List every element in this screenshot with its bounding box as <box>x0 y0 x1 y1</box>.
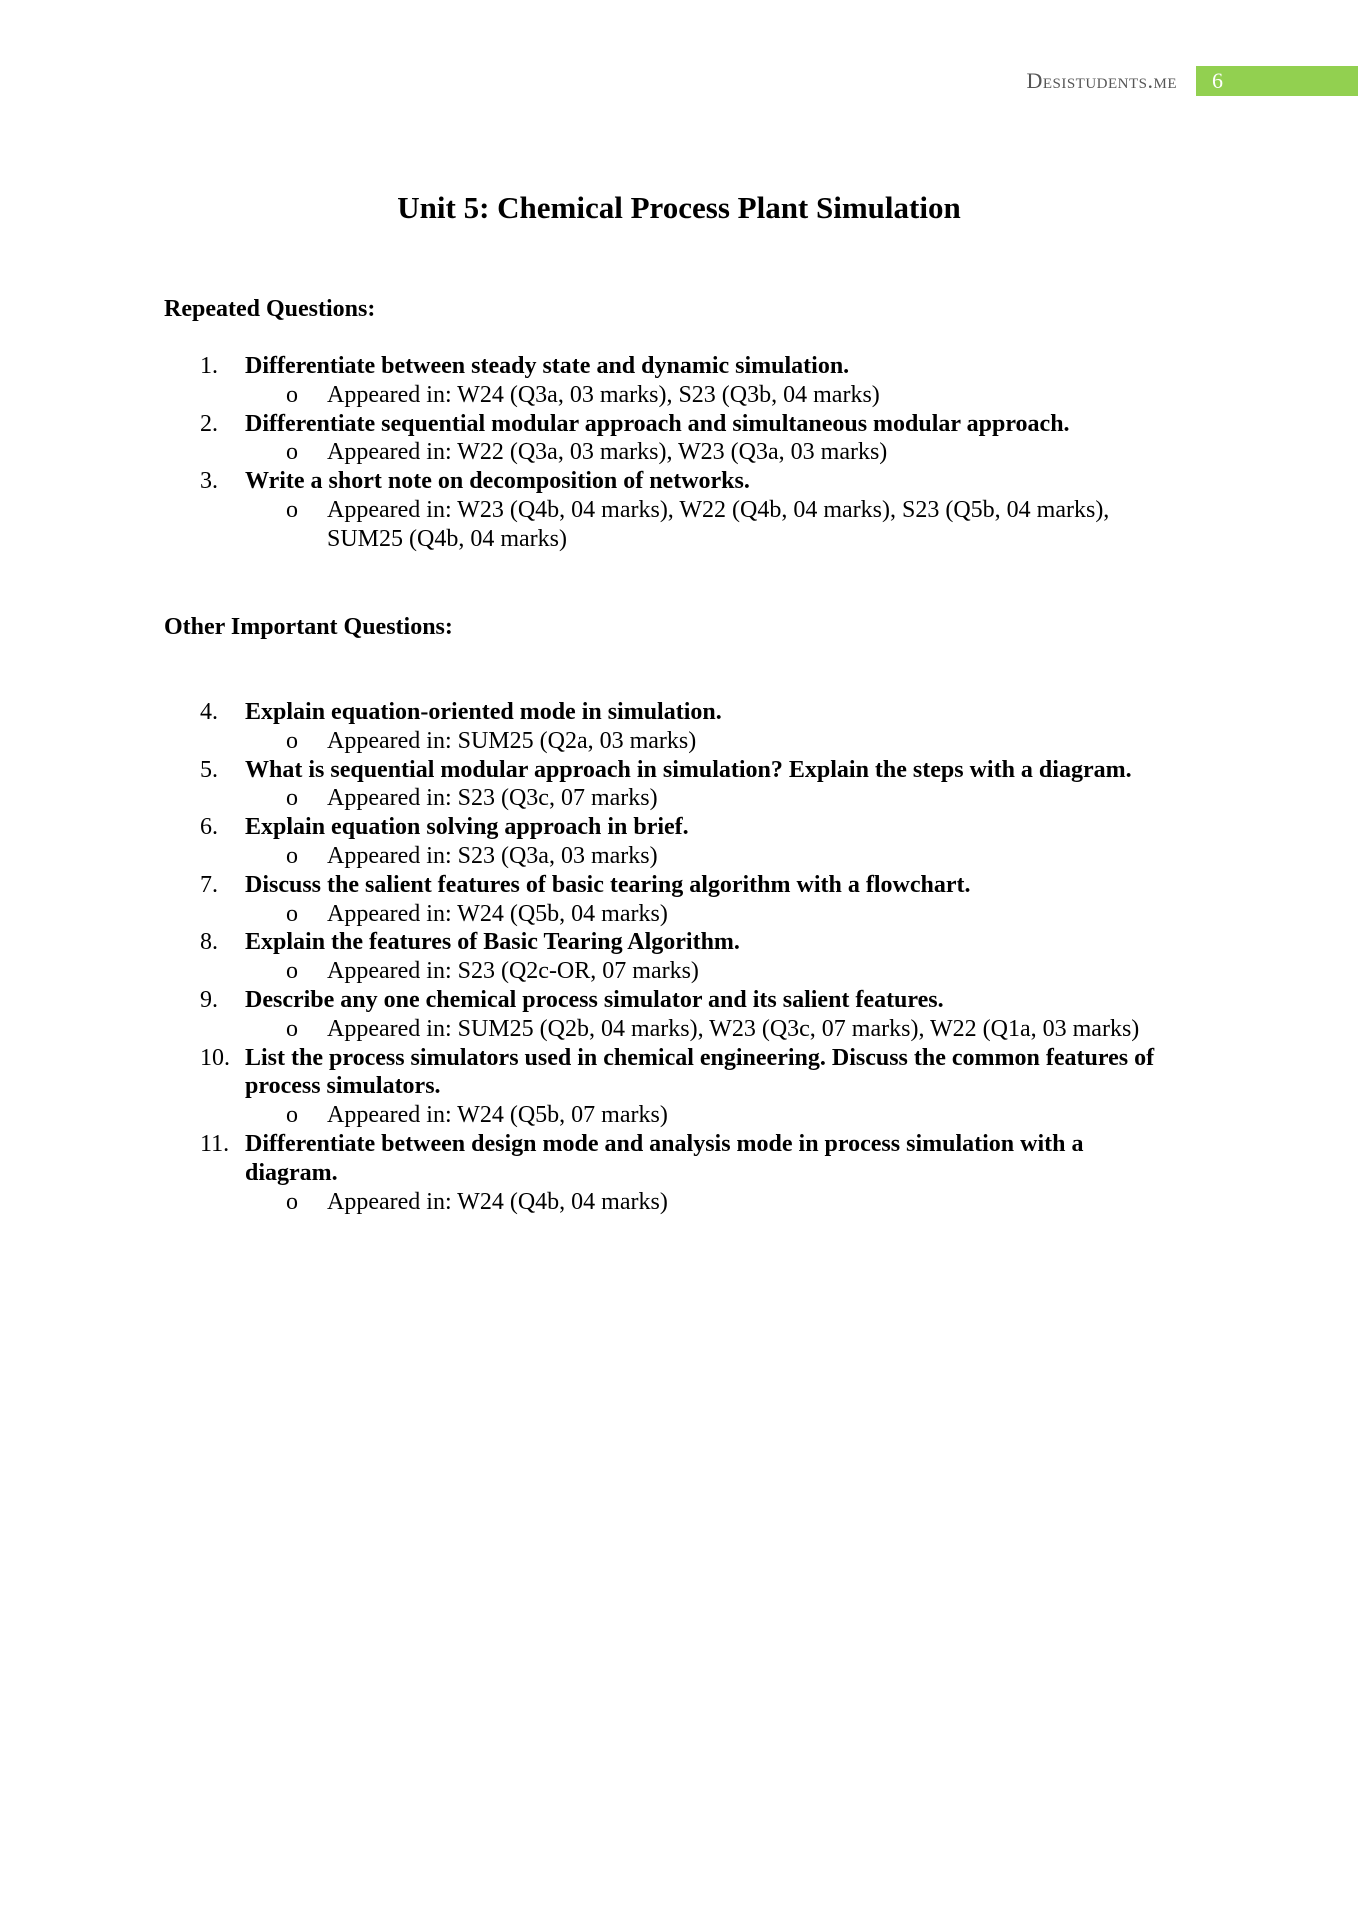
question-number: 7. <box>200 871 218 898</box>
question-row <box>0 986 1358 1015</box>
question-text: Differentiate between steady state and dynamic simulation. <box>245 353 850 379</box>
question-number: 5. <box>200 756 218 783</box>
bullet-icon: o <box>286 785 298 812</box>
appeared-in-text: Appeared in: SUM25 (Q2b, 04 marks), W23 (Q3c, 07 marks), W22 (Q1a, 03 marks) <box>327 1015 1140 1042</box>
question-number: 6. <box>200 814 218 841</box>
bullet-icon: o <box>286 381 298 408</box>
page-number-badge <box>1193 66 1358 96</box>
question-number: 9. <box>200 986 218 1013</box>
bullet-icon: o <box>286 439 298 466</box>
bullet-icon: o <box>286 727 298 754</box>
bullet-icon: o <box>286 900 298 927</box>
appeared-in-text: Appeared in: W24 (Q5b, 07 marks) <box>327 1102 668 1129</box>
section-heading-repeated: Repeated Questions: <box>164 296 376 322</box>
question-row <box>0 1130 1358 1188</box>
question-item <box>0 928 1358 986</box>
appeared-in-text: Appeared in: W23 (Q4b, 04 marks), W22 (Q4b, 04 marks), S23 (Q5b, 04 marks), SUM25 (Q4b, 04 marks) <box>327 496 1110 552</box>
page-number: 6 <box>1212 68 1223 93</box>
question-item <box>0 1044 1358 1130</box>
question-text: List the process simulators used in chemical engineering. Discuss the common features of process simulators. <box>245 1044 1155 1100</box>
appeared-in-row <box>0 842 1358 871</box>
bullet-icon: o <box>286 958 298 985</box>
question-text: Write a short note on decomposition of networks. <box>245 468 750 495</box>
page-title: Unit 5: Chemical Process Plant Simulation <box>397 190 961 225</box>
question-row <box>0 813 1358 842</box>
appeared-in-row <box>0 1015 1358 1044</box>
appeared-in-row <box>0 727 1358 756</box>
bullet-icon: o <box>286 1188 298 1215</box>
question-number: 1. <box>200 353 218 379</box>
appeared-in-text: Appeared in: W24 (Q3a, 03 marks), S23 (Q3b, 04 marks) <box>327 381 880 408</box>
question-text: Discuss the salient features of basic tearing algorithm with a flowchart. <box>245 871 971 898</box>
question-item <box>0 352 1358 410</box>
question-number: 11. <box>200 1130 230 1157</box>
page-header <box>1026 66 1358 96</box>
question-item <box>0 871 1358 929</box>
question-row <box>0 1044 1358 1102</box>
appeared-in-text: Appeared in: SUM25 (Q2a, 03 marks) <box>327 727 697 754</box>
site-name: Desistudents.me <box>1026 68 1177 93</box>
appeared-in-text: Appeared in: W24 (Q5b, 04 marks) <box>327 900 668 927</box>
question-number: 8. <box>200 929 218 956</box>
appeared-in-text: Appeared in: S23 (Q3c, 07 marks) <box>327 785 658 812</box>
question-item <box>0 467 1358 553</box>
question-number: 10. <box>200 1044 230 1071</box>
question-row <box>0 352 1358 381</box>
appeared-in-row <box>0 784 1358 813</box>
bullet-icon: o <box>286 842 298 869</box>
bullet-icon: o <box>286 496 298 523</box>
appeared-in-row <box>0 381 1358 410</box>
question-item <box>0 756 1358 814</box>
question-item <box>0 698 1358 756</box>
question-number: 2. <box>200 410 218 437</box>
section-heading-other: Other Important Questions: <box>164 614 453 640</box>
question-text: What is sequential modular approach in simulation? Explain the steps with a diagram. <box>245 756 1132 783</box>
appeared-in-row <box>0 438 1358 467</box>
question-item <box>0 1130 1358 1216</box>
other-questions-list <box>0 698 1358 1216</box>
appeared-in-text: Appeared in: S23 (Q2c-OR, 07 marks) <box>327 958 699 985</box>
bullet-icon: o <box>286 1102 298 1129</box>
question-item <box>0 986 1358 1044</box>
question-row <box>0 871 1358 900</box>
question-item <box>0 410 1358 468</box>
repeated-questions-list <box>0 352 1358 554</box>
appeared-in-text: Appeared in: W24 (Q4b, 04 marks) <box>327 1188 668 1215</box>
appeared-in-text: Appeared in: W22 (Q3a, 03 marks), W23 (Q3a, 03 marks) <box>327 439 888 466</box>
question-row <box>0 467 1358 496</box>
appeared-in-row <box>0 1101 1358 1130</box>
question-row <box>0 928 1358 957</box>
question-text: Explain equation solving approach in brief. <box>245 814 689 841</box>
appeared-in-row <box>0 1188 1358 1217</box>
question-item <box>0 813 1358 871</box>
question-number: 3. <box>200 468 218 495</box>
question-text: Explain the features of Basic Tearing Algorithm. <box>245 929 740 956</box>
appeared-in-row <box>0 496 1358 554</box>
question-text: Describe any one chemical process simulator and its salient features. <box>245 986 944 1013</box>
question-text: Differentiate between design mode and analysis mode in process simulation with a diagram. <box>245 1130 1084 1186</box>
appeared-in-row <box>0 900 1358 929</box>
question-text: Differentiate sequential modular approach and simultaneous modular approach. <box>245 410 1070 437</box>
question-row <box>0 756 1358 785</box>
bullet-icon: o <box>286 1015 298 1042</box>
question-text: Explain equation-oriented mode in simulation. <box>245 699 722 725</box>
question-row <box>0 410 1358 439</box>
appeared-in-text: Appeared in: S23 (Q3a, 03 marks) <box>327 842 658 869</box>
question-row <box>0 698 1358 727</box>
question-number: 4. <box>200 699 218 725</box>
appeared-in-row <box>0 957 1358 986</box>
